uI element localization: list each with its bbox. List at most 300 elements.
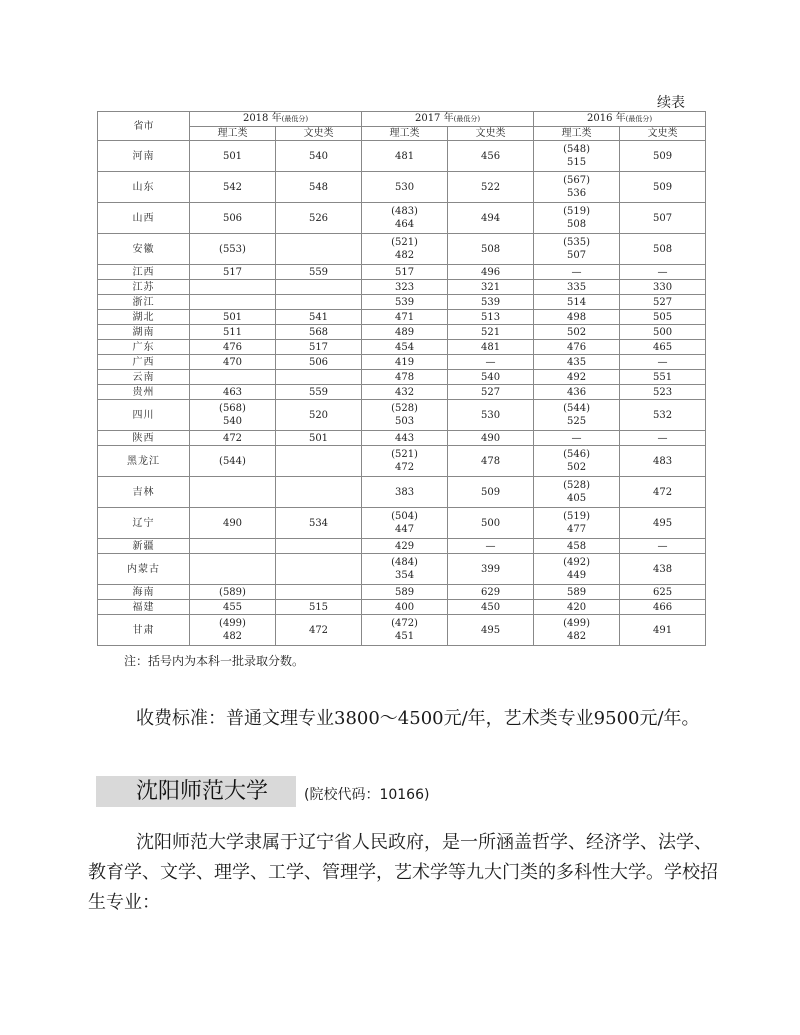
school-code: (院校代码：10166) (304, 787, 430, 803)
score-value: (553) (219, 243, 246, 255)
score-cell (448, 508, 534, 539)
score-value: 432 (394, 386, 415, 398)
score-cell (362, 477, 448, 508)
score-cell (448, 446, 534, 477)
score-value: 451 (394, 631, 415, 642)
score-value: 540 (480, 371, 501, 383)
score-cell (448, 203, 534, 234)
score-cell (448, 141, 534, 172)
score-cell (534, 280, 620, 295)
score-cell (276, 615, 362, 646)
score-value: 383 (394, 486, 415, 498)
score-value: 478 (480, 455, 501, 467)
score-cell (448, 295, 534, 310)
score-value: (484) (391, 557, 418, 568)
score-value: 521 (480, 326, 501, 338)
score-cell (276, 370, 362, 385)
score-cell (276, 431, 362, 446)
score-value: 502 (566, 462, 587, 473)
score-cell (534, 585, 620, 600)
score-value: 458 (566, 540, 587, 552)
score-value: 520 (308, 409, 329, 421)
score-table (97, 111, 706, 646)
score-cell (534, 310, 620, 325)
score-cell (190, 477, 276, 508)
score-value: 494 (480, 212, 501, 224)
score-value: 489 (394, 326, 415, 338)
score-value: (519) (563, 511, 590, 522)
score-value: 530 (394, 181, 415, 193)
score-cell (276, 539, 362, 554)
score-value: 548 (308, 181, 329, 193)
score-cell (620, 234, 706, 265)
score-value: 559 (308, 266, 329, 278)
score-value: 503 (394, 416, 415, 427)
score-cell (362, 234, 448, 265)
score-value: 515 (566, 157, 587, 168)
score-value: 505 (652, 311, 673, 323)
score-cell (620, 295, 706, 310)
score-cell (534, 325, 620, 340)
score-cell (276, 340, 362, 355)
score-value: 530 (480, 409, 501, 421)
score-value: 472 (652, 486, 673, 498)
score-cell (534, 446, 620, 477)
score-cell (190, 310, 276, 325)
score-cell (620, 141, 706, 172)
table-row (98, 141, 706, 172)
score-cell (190, 370, 276, 385)
score-cell (534, 400, 620, 431)
score-value: 419 (394, 356, 415, 368)
score-value: 511 (222, 326, 243, 338)
score-cell (448, 310, 534, 325)
score-table-body (98, 141, 706, 646)
score-cell (276, 325, 362, 340)
score-value: 470 (222, 356, 243, 368)
score-value: 508 (652, 243, 673, 255)
score-cell (276, 554, 362, 585)
score-value: — (657, 540, 668, 552)
score-value: (521) (391, 449, 418, 460)
score-cell (362, 615, 448, 646)
score-value: (528) (391, 403, 418, 414)
score-value: 495 (652, 517, 673, 529)
score-cell (362, 400, 448, 431)
table-row (98, 325, 706, 340)
score-value: 509 (652, 150, 673, 162)
score-value: 463 (222, 386, 243, 398)
score-value: (567) (563, 175, 590, 186)
score-cell (362, 295, 448, 310)
score-cell (620, 539, 706, 554)
score-value: 476 (222, 341, 243, 353)
score-cell (190, 615, 276, 646)
score-cell (534, 355, 620, 370)
province-cell: 广东 (98, 340, 190, 355)
header-sci-2018: 理工类 (190, 127, 276, 141)
score-cell (276, 477, 362, 508)
score-value: 454 (394, 341, 415, 353)
province-cell: 内蒙古 (98, 554, 190, 585)
score-value: 330 (652, 281, 673, 293)
score-value: 435 (566, 356, 587, 368)
score-cell (620, 203, 706, 234)
score-value: 502 (566, 326, 587, 338)
province-cell: 辽宁 (98, 508, 190, 539)
score-value: 501 (222, 311, 243, 323)
province-cell: 河南 (98, 141, 190, 172)
score-value: 438 (652, 563, 673, 575)
province-cell: 吉林 (98, 477, 190, 508)
score-cell (362, 203, 448, 234)
score-cell (448, 385, 534, 400)
score-value: 517 (308, 341, 329, 353)
score-value: — (571, 266, 582, 278)
score-cell (620, 265, 706, 280)
score-cell (620, 600, 706, 615)
province-cell: 浙江 (98, 295, 190, 310)
score-cell (448, 370, 534, 385)
score-cell (534, 600, 620, 615)
score-value: 495 (480, 624, 501, 636)
table-row (98, 370, 706, 385)
score-cell (276, 280, 362, 295)
score-cell (362, 385, 448, 400)
province-cell: 江苏 (98, 280, 190, 295)
score-value: (472) (391, 618, 418, 629)
score-cell (362, 310, 448, 325)
score-cell (620, 280, 706, 295)
table-row (98, 615, 706, 646)
table-row (98, 280, 706, 295)
score-cell (534, 431, 620, 446)
score-value: 476 (566, 341, 587, 353)
table-row (98, 585, 706, 600)
score-cell (620, 172, 706, 203)
score-cell (276, 295, 362, 310)
score-value: 501 (222, 150, 243, 162)
score-value: (528) (563, 480, 590, 491)
score-value: 456 (480, 150, 501, 162)
score-value: 472 (394, 462, 415, 473)
score-cell (362, 600, 448, 615)
province-cell: 贵州 (98, 385, 190, 400)
score-value: 354 (394, 570, 415, 581)
table-row (98, 539, 706, 554)
score-value: 323 (394, 281, 415, 293)
province-cell: 海南 (98, 585, 190, 600)
header-sci-2016: 理工类 (534, 127, 620, 141)
score-value: 498 (566, 311, 587, 323)
header-year-2017: 2017 年(最低分) (362, 112, 534, 127)
score-cell (534, 370, 620, 385)
score-value: 515 (308, 601, 329, 613)
score-cell (190, 172, 276, 203)
score-cell (620, 585, 706, 600)
score-cell (448, 431, 534, 446)
score-cell (448, 539, 534, 554)
score-value: (544) (563, 403, 590, 414)
score-value: (589) (219, 586, 246, 598)
province-cell: 云南 (98, 370, 190, 385)
score-value: 478 (394, 371, 415, 383)
score-value: 509 (652, 181, 673, 193)
score-value: — (657, 356, 668, 368)
score-value: 625 (652, 586, 673, 598)
section-title: 沈阳师范大学 (136, 779, 269, 804)
score-cell (362, 446, 448, 477)
intro-paragraph: 沈阳师范大学隶属于辽宁省人民政府，是一所涵盖哲学、经济学、法学、教育学、文学、理学、工学、管理学，艺术学等九大门类的多科性大学。学校招生专业： (88, 832, 718, 913)
header-art-2017: 文史类 (448, 127, 534, 141)
table-row (98, 355, 706, 370)
score-cell (190, 265, 276, 280)
score-cell (620, 615, 706, 646)
score-value: 513 (480, 311, 501, 323)
province-cell: 山西 (98, 203, 190, 234)
score-value: 399 (480, 563, 501, 575)
table-row (98, 400, 706, 431)
score-cell (362, 554, 448, 585)
score-value: (521) (391, 237, 418, 248)
score-cell (190, 295, 276, 310)
score-value: 464 (394, 219, 415, 230)
score-value: 568 (308, 326, 329, 338)
fee-paragraph: 收费标准：普通文理专业3800～4500元/年，艺术类专业9500元/年。 (136, 708, 700, 729)
continued-label: 续表 (657, 95, 685, 111)
score-value: 471 (394, 311, 415, 323)
score-value: 589 (566, 586, 587, 598)
score-cell (620, 400, 706, 431)
score-value: 551 (652, 371, 673, 383)
score-value: (546) (563, 449, 590, 460)
score-cell (620, 554, 706, 585)
score-cell (448, 400, 534, 431)
score-value: 540 (222, 416, 243, 427)
table-row (98, 295, 706, 310)
score-cell (620, 446, 706, 477)
score-cell (190, 340, 276, 355)
score-cell (534, 539, 620, 554)
score-value: 532 (652, 409, 673, 421)
score-cell (362, 508, 448, 539)
score-value: 589 (394, 586, 415, 598)
score-value: 483 (652, 455, 673, 467)
score-value: — (571, 432, 582, 444)
score-value: (544) (219, 455, 246, 467)
table-row (98, 203, 706, 234)
score-value: 508 (480, 243, 501, 255)
score-cell (448, 615, 534, 646)
score-cell (534, 508, 620, 539)
score-value: 447 (394, 524, 415, 535)
score-cell (190, 585, 276, 600)
score-value: 501 (308, 432, 329, 444)
province-cell: 山东 (98, 172, 190, 203)
score-value: 429 (394, 540, 415, 552)
score-value: 335 (566, 281, 587, 293)
score-value: 506 (222, 212, 243, 224)
score-value: — (657, 266, 668, 278)
score-cell (276, 385, 362, 400)
score-cell (448, 234, 534, 265)
score-cell (190, 446, 276, 477)
score-cell (534, 615, 620, 646)
score-cell (448, 600, 534, 615)
score-cell (276, 310, 362, 325)
score-value: — (485, 356, 496, 368)
score-cell (362, 265, 448, 280)
score-cell (448, 355, 534, 370)
score-cell (362, 141, 448, 172)
score-value: 491 (652, 624, 673, 636)
score-value: 455 (222, 601, 243, 613)
score-cell (190, 141, 276, 172)
score-cell (190, 539, 276, 554)
table-row (98, 600, 706, 615)
score-value: 321 (480, 281, 501, 293)
score-cell (448, 340, 534, 355)
score-value: 500 (652, 326, 673, 338)
score-value: 490 (222, 517, 243, 529)
score-cell (362, 370, 448, 385)
score-cell (448, 585, 534, 600)
table-row (98, 340, 706, 355)
score-value: 472 (222, 432, 243, 444)
score-cell (620, 310, 706, 325)
score-value: (519) (563, 206, 590, 217)
province-cell: 湖北 (98, 310, 190, 325)
score-cell (534, 265, 620, 280)
score-cell (534, 203, 620, 234)
score-cell (620, 370, 706, 385)
score-value: 559 (308, 386, 329, 398)
score-cell (448, 172, 534, 203)
score-cell (534, 141, 620, 172)
score-value: (504) (391, 511, 418, 522)
score-value: 522 (480, 181, 501, 193)
score-value: 525 (566, 416, 587, 427)
score-cell (534, 172, 620, 203)
score-value: 507 (566, 250, 587, 261)
province-cell: 黑龙江 (98, 446, 190, 477)
score-cell (362, 539, 448, 554)
score-value: 540 (308, 150, 329, 162)
score-cell (620, 355, 706, 370)
score-value: 527 (652, 296, 673, 308)
table-note: 注：括号内为本科一批录取分数。 (124, 654, 305, 668)
score-cell (276, 203, 362, 234)
header-sci-2017: 理工类 (362, 127, 448, 141)
score-value: 541 (308, 311, 329, 323)
score-cell (190, 508, 276, 539)
score-cell (276, 265, 362, 280)
score-cell (190, 234, 276, 265)
header-art-2016: 文史类 (620, 127, 706, 141)
score-cell (362, 280, 448, 295)
header-year-2016: 2016 年(最低分) (534, 112, 706, 127)
score-value: 509 (480, 486, 501, 498)
score-cell (276, 585, 362, 600)
province-cell: 江西 (98, 265, 190, 280)
score-value: 496 (480, 266, 501, 278)
header-art-2018: 文史类 (276, 127, 362, 141)
score-cell (190, 385, 276, 400)
score-cell (620, 508, 706, 539)
score-value: 481 (480, 341, 501, 353)
score-value: 482 (394, 250, 415, 261)
score-cell (190, 600, 276, 615)
score-value: 539 (394, 296, 415, 308)
score-cell (190, 355, 276, 370)
table-row (98, 554, 706, 585)
score-value: (499) (219, 618, 246, 629)
score-cell (190, 325, 276, 340)
score-cell (190, 431, 276, 446)
table-row (98, 234, 706, 265)
score-value: 490 (480, 432, 501, 444)
province-cell: 安徽 (98, 234, 190, 265)
table-row (98, 431, 706, 446)
score-cell (276, 400, 362, 431)
score-value: 507 (652, 212, 673, 224)
score-value: 481 (394, 150, 415, 162)
score-cell (190, 203, 276, 234)
score-value: 436 (566, 386, 587, 398)
score-value: 477 (566, 524, 587, 535)
score-cell (362, 431, 448, 446)
header-year-2018: 2018 年(最低分) (190, 112, 362, 127)
score-value: 405 (566, 493, 587, 504)
score-value: 534 (308, 517, 329, 529)
score-cell (276, 508, 362, 539)
score-cell (190, 554, 276, 585)
province-cell: 甘肃 (98, 615, 190, 646)
score-cell (448, 265, 534, 280)
score-cell (448, 477, 534, 508)
score-cell (534, 477, 620, 508)
score-value: — (657, 432, 668, 444)
table-row (98, 310, 706, 325)
score-value: (499) (563, 618, 590, 629)
score-value: (548) (563, 144, 590, 155)
score-cell (276, 600, 362, 615)
score-cell (448, 554, 534, 585)
score-value: 539 (480, 296, 501, 308)
score-cell (620, 325, 706, 340)
score-value: 536 (566, 188, 587, 199)
province-cell: 湖南 (98, 325, 190, 340)
table-row (98, 446, 706, 477)
score-cell (362, 355, 448, 370)
score-cell (448, 325, 534, 340)
score-cell (190, 280, 276, 295)
score-value: 629 (480, 586, 501, 598)
score-cell (620, 340, 706, 355)
province-cell: 四川 (98, 400, 190, 431)
score-cell (620, 385, 706, 400)
score-cell (276, 172, 362, 203)
score-cell (534, 554, 620, 585)
score-value: 465 (652, 341, 673, 353)
score-value: 523 (652, 386, 673, 398)
score-cell (534, 340, 620, 355)
score-cell (190, 400, 276, 431)
score-value: 420 (566, 601, 587, 613)
score-value: 500 (480, 517, 501, 529)
score-value: 508 (566, 219, 587, 230)
score-value: 492 (566, 371, 587, 383)
